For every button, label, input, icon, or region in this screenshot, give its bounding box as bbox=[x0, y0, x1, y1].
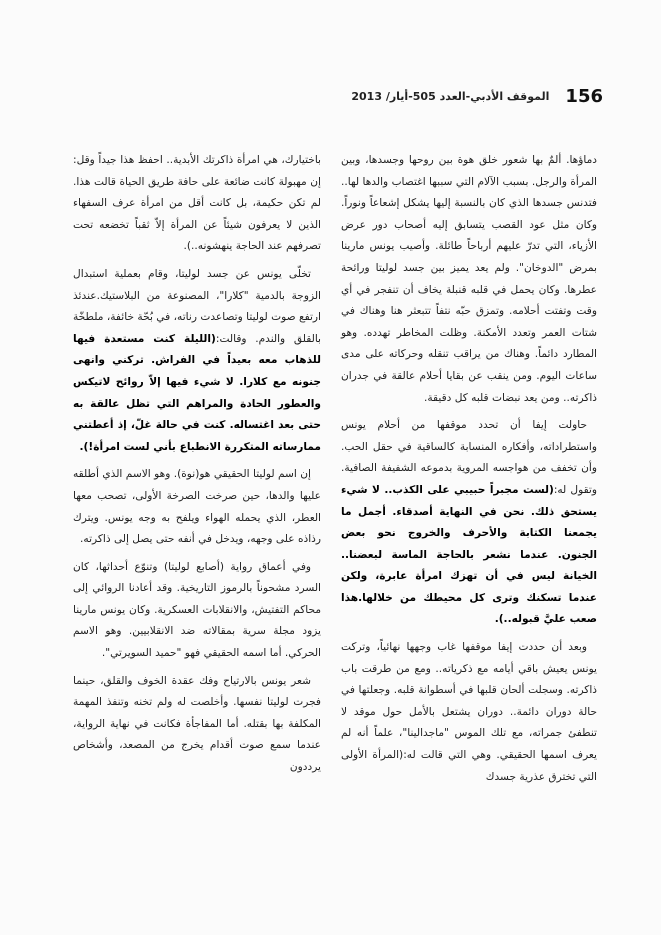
page-number: 156 bbox=[565, 85, 603, 107]
issue-info: الموقف الأدبي-العدد 505-أيار/ 2013 bbox=[351, 89, 550, 103]
paragraph-text: حاولت إيفا أن تحدد موقفها من أحلام يونس واستطراداته، وأفكاره المنسابة كالساقية في حقل الحب. وأن تخفف من هواجسه المروية بدموعه الشفيفة الصافية. وتقول له: bbox=[341, 419, 597, 496]
right-text-column bbox=[341, 150, 597, 794]
paragraph-text: تخلّى يونس عن جسد لوليتا، وقام بعملية استبدال الزوجة بالدمية "كلارا"، المصنوعة من البلاستيك.عندئذ ارتفع صوت لوليتا وتصاعدت رناته، في بُحّة خائفة، ملطخّة بالقلق والندم. وقالت: bbox=[73, 267, 321, 345]
left-text-column bbox=[73, 150, 321, 785]
paragraph: شعر يونس بالارتياح وفك عقدة الخوف والقلق، حينما فجرت لوليتا نفسها. وأخلصت له ولم تخنه وتنفذ المهمة المكلفة بها بقتله. أما المفاجأة فكانت في نهاية الرواية، عندما سمع صوت أقدام يخرج من المصعد، وأشخاص يرددون bbox=[73, 674, 321, 774]
page-header bbox=[351, 81, 603, 111]
paragraph: باختيارك، هي امرأة ذاكرتك الأبدية.. احفظ هذا جيداً وقل: إن مهبولة كانت ضائعة على حافة طريق الحياة قالت هذا. لم تكن حكيمة، بل كانت أقل من امرأة عرف السفهاء الذين لا يعرفون شيئاً عن المرأة إلاّ ثقباً تخضعه تحت تصرفهم عند الحاجة ينهشونه..). bbox=[73, 154, 321, 253]
paragraph bbox=[341, 415, 597, 631]
quoted-bold-text: (الليلة كنت مستعدة فيها للذهاب معه بعيداً في الفراش. تركني وانهى جنونه مع كلارا. لا شيء فيها إلاّ روائح لاتيكس والعطور الحادة والمراهم التي تظل عالقة به حتى بعد اغتساله. كنت في حالة غلّ، إذ أعطتني ممارساته المتكررة الانطباع بأني لست امرأة!). bbox=[73, 332, 321, 453]
paragraph bbox=[73, 264, 321, 458]
paragraph: وفي أعماق رواية (أصابع لوليتا) وتنوّع أحداثها، كان السرد مشحوناً بالرموز التاريخية. وقد أعادنا الروائي إلى محاكم التفتيش، والانقلابات العسكرية. وكان يونس مارينا يزود مجلة سرية بمقالاته ضد الانقلابيين. وهو الاسم الحركي. أما اسمه الحقيقي فهو "حميد السويرتي". bbox=[73, 560, 321, 660]
paragraph: دماؤها. ألمٌ بها شعور خلق هوة بين روحها وجسدها، وبين المرأة والرجل. بسبب الآلام التي سببها اغتصاب والدها لها.. فتدنس جسدها الذي كان بالنسبة إليها يشكل إشعاعاً ونوراً. وكان مثل عود القصب يتسابق إليه أصحاب دور عرض الأزياء، التي تدرّ عليهم أرباحاً طائلة. وأصيب يونس مارينا بمرض "الدوخان". ولم يعد يميز بين جسد لوليتا ورائحة عطرها. وكان يحمل في قلبه قنبلة يخاف أن تنفجر في أي وقت وتفتت أحلامه. وتمزق حبّه نتفاً تتبعثر هنا وهناك في شتات العمر وتعدد الأمكنة. وظلت المخاطر تهدده. وهو المطارد دائماً. وهناك من يراقب تنقله وحركاته على مدى ساعات اليوم. ومن ينقب عن بقايا أحلام عالقة في جدران ذاكرته.. ومن يعد نبضات قلبه كل دقيقة. bbox=[341, 154, 597, 404]
paragraph: إن اسم لوليتا الحقيقي هو(نوة). وهو الاسم الذي أطلقه عليها والدها، حين صرخت الصرخة الأولى، تصحب معها العطر، الذي يحمله الهواء ويلفح به وجه يونس. ويترك رذاذه على وجهه، ويدخل في أنفه حتى يصل إلى ذاكرته. bbox=[73, 468, 321, 546]
quoted-bold-text: (لست مجبراً حبيبي على الكذب.. لا شيء يستحق ذلك. نحن في النهاية أصدقاء. أجمل ما يجمعنا الكتابة والأحرف والخروج نحو بعض الجنون. عندما نشعر بالحاجة الماسة لبعضنا.. الخيانة ليس في أن تهزك امرأة عابرة، ولكن عندما تسكنك وترى كل محيطك من خلالها.هذا صعب عليَّ قبوله..). bbox=[341, 483, 597, 626]
paragraph: وبعد أن حددت إيفا موقفها غاب وجهها نهائياً، وتركت يونس يعيش باقي أيامه مع ذكرياته.. ومع من طرقت باب ذاكرته. وسجلت ألحان قلبها في أسطوانة قلبه. وجعلتها في حالة دوران دائمة.. دوران يشتعل بالأمل حول موقد لا تنطفئ جمراته، مع تلك الموس "ماجدالينا"، علماً أنه لم يعرف اسمها الحقيقي. وهي التي قالت له:(المرأة الأولى التي تخترق عذرية جسدك bbox=[341, 641, 597, 783]
